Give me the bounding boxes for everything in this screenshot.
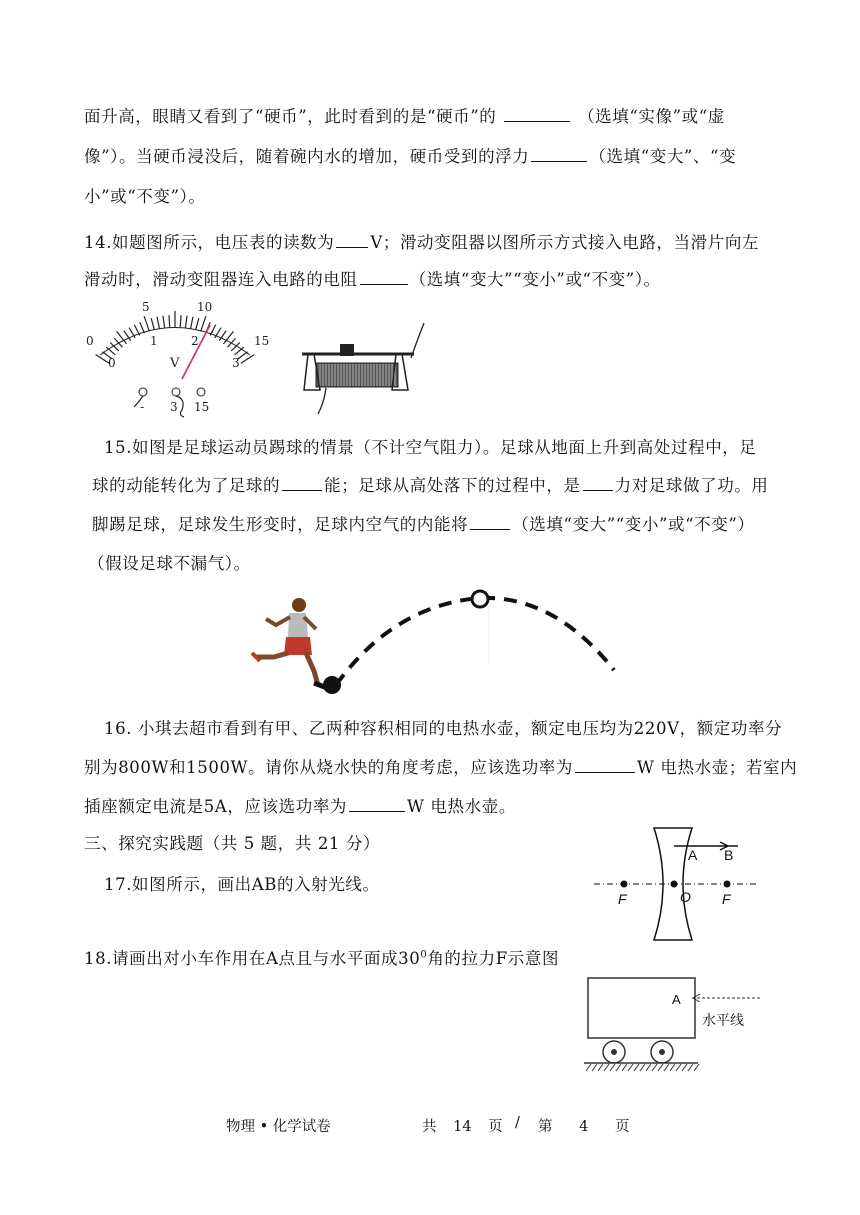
meter-tick	[196, 318, 199, 330]
hatch-line	[634, 1064, 639, 1071]
footer-total-pages: 共 14 页	[422, 1119, 503, 1135]
footer-current-page: 第 4 页	[538, 1119, 630, 1135]
hatch-line	[622, 1064, 627, 1071]
label-f-left: F	[618, 891, 627, 907]
q18-text: 18.请画出对小车作用在A点且与水平面成$30^0$角的拉力F示意图	[84, 949, 560, 968]
section-title: 三、探究实践题（共 5 题，共 21 分）	[84, 834, 381, 853]
hatch-line	[688, 1064, 693, 1071]
q17-text: 17.如图所示，画出AB的入射光线。	[104, 875, 380, 894]
answer-blank	[470, 528, 510, 530]
meter-tick	[157, 317, 159, 329]
cart-figure	[580, 974, 770, 1078]
terminal-negative	[139, 388, 147, 396]
terminal-label-negative: -	[140, 400, 145, 414]
answer-blank	[575, 771, 635, 773]
terminal-label-3: 3	[170, 400, 178, 414]
scale-top-5: 5	[142, 300, 150, 314]
scale-bottom-0: 0	[108, 356, 116, 370]
hatch-line	[592, 1064, 597, 1071]
scale-bottom-3: 3	[232, 356, 240, 370]
ball-apex	[472, 591, 488, 607]
optical-center-point	[671, 881, 678, 888]
meter-tick	[169, 315, 170, 327]
rheostat-figure	[296, 318, 436, 418]
player-figure	[252, 598, 330, 689]
hatch-line	[598, 1064, 603, 1071]
hatch-line	[658, 1064, 663, 1071]
rheostat-bottom-wire	[318, 388, 326, 414]
wheel-right-hub	[659, 1049, 665, 1055]
trajectory-curve	[336, 598, 614, 685]
q13-line-2: 像”）。当硬币浸没后，随着碗内水的增加，硬币受到的浮力 （选填“变大”、“变	[84, 147, 737, 166]
answer-blank	[583, 489, 613, 491]
label-b: B	[724, 847, 734, 863]
hatch-line	[604, 1064, 609, 1071]
hatch-line	[652, 1064, 657, 1071]
answer-blank	[282, 489, 322, 491]
focus-left-point	[621, 881, 628, 888]
scale-bottom-2: 2	[191, 334, 199, 348]
meter-tick	[180, 315, 181, 327]
answer-blank	[504, 120, 570, 122]
q13-line-3: 小”或“不变”）。	[84, 187, 206, 206]
meter-tick	[185, 316, 187, 328]
horizontal-line-label: 水平线	[702, 1012, 744, 1028]
meter-tick	[151, 318, 154, 330]
answer-blank	[336, 246, 368, 248]
q13-line-1: 面升高，眼睛又看到了“硬币”，此时看到的是“硬币”的 （选填“实像”或“虚	[84, 107, 725, 126]
hatch-line	[586, 1064, 591, 1071]
terminal-label-15: 15	[194, 400, 210, 414]
hatch-line	[676, 1064, 681, 1071]
ground-hatching	[586, 1064, 699, 1071]
wheel-left-hub	[611, 1049, 617, 1055]
scale-top-15: 15	[254, 334, 270, 348]
footer-subject: 物理 • 化学试卷	[226, 1119, 331, 1135]
degree-superscript: 0	[420, 949, 428, 961]
meter-tick	[140, 322, 145, 333]
label-f-right: F	[722, 891, 731, 907]
cart-body	[588, 978, 695, 1038]
meter-tick	[191, 317, 193, 329]
q15-line-2: 球的动能转化为了足球的 能；足球从高处落下的过程中，是 力对足球做了功。用	[92, 476, 769, 495]
answer-blank	[349, 810, 405, 812]
hatch-line	[628, 1064, 633, 1071]
footer-separator: /	[515, 1115, 520, 1131]
meter-tick	[163, 316, 165, 328]
football-figure	[244, 585, 624, 705]
rheostat-slider	[340, 344, 354, 356]
terminal-3	[172, 388, 180, 396]
meter-tick	[144, 316, 149, 331]
scale-bottom-1: 1	[150, 334, 158, 348]
meter-unit-label: V	[170, 356, 180, 371]
label-a: A	[672, 992, 681, 1007]
hatch-line	[670, 1064, 675, 1071]
terminal-15	[197, 388, 205, 396]
q16-line-1: 16. 小琪去超市看到有甲、乙两种容积相同的电热水壶，额定电压均为220V，额定功率分	[104, 719, 783, 738]
q15-line-4: （假设足球不漏气）。	[88, 554, 251, 573]
scale-top-10: 10	[197, 300, 213, 314]
hatch-line	[610, 1064, 615, 1071]
q16-line-3: 插座额定电流是5A，应该选功率为 W 电热水壶。	[84, 797, 516, 816]
q16-line-2: 别为800W和1500W。请你从烧水快的角度考虑，应该选功率为 W 电热水壶；若室内	[84, 758, 798, 777]
q14-line-1: 14.如题图所示，电压表的读数为 V；滑动变阻器以图所示方式接入电路，当滑片向左	[84, 233, 760, 252]
q15-line-1: 15.如图是足球运动员踢球的情景（不计空气阻力）。足球从地面上升到高处过程中，足	[104, 438, 757, 457]
voltmeter-figure	[80, 295, 280, 420]
hatch-line	[682, 1064, 687, 1071]
hatch-line	[640, 1064, 645, 1071]
hatch-line	[616, 1064, 621, 1071]
label-a: A	[688, 847, 698, 863]
hatch-line	[664, 1064, 669, 1071]
answer-blank	[360, 283, 408, 285]
hatch-line	[646, 1064, 651, 1071]
focus-right-point	[724, 881, 731, 888]
meter-tick	[201, 316, 206, 331]
answer-blank	[531, 160, 587, 162]
concave-lens-figure	[592, 826, 762, 944]
label-o: O	[680, 889, 691, 905]
hatch-line	[694, 1064, 699, 1071]
meter-arc	[100, 328, 250, 356]
q14-line-2: 滑动时，滑动变阻器连入电路的电阻 （选填“变大”“变小”或“不变”）。	[84, 270, 661, 289]
scale-top-0: 0	[86, 334, 94, 348]
q15-line-3: 脚踢足球，足球发生形变时，足球内空气的内能将 （选填“变大”“变小”或“不变”）	[92, 515, 755, 534]
